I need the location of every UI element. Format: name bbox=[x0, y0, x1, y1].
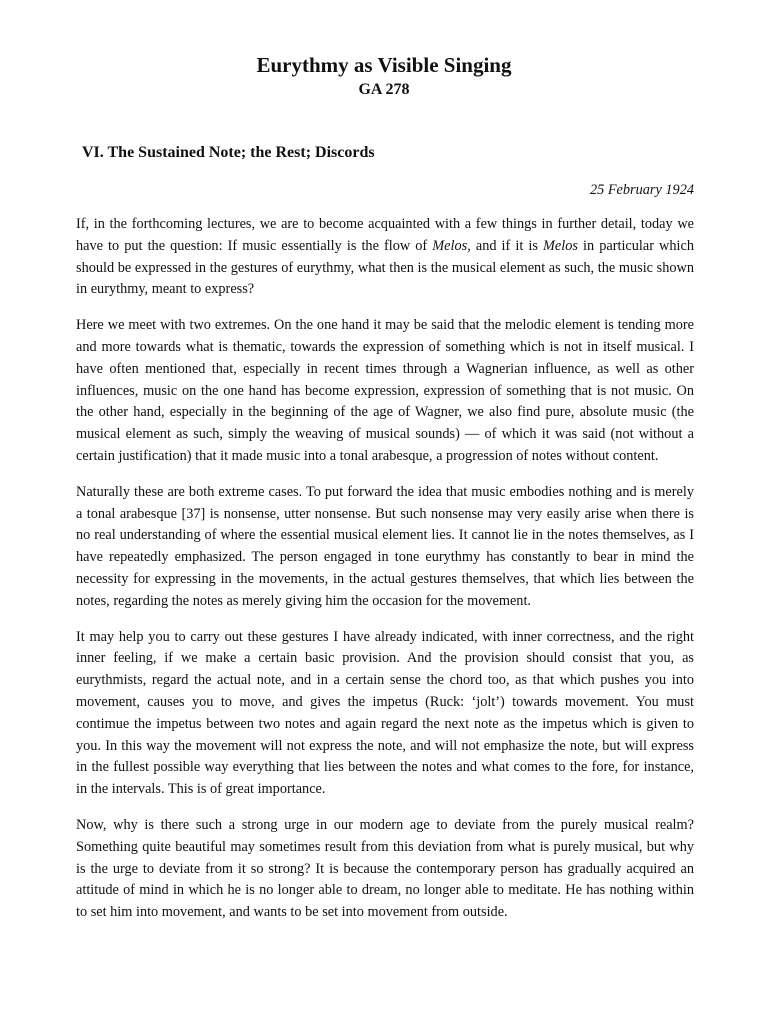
document-subtitle: GA 278 bbox=[358, 81, 410, 98]
melos-term-2: Melos bbox=[543, 237, 578, 254]
body-text bbox=[76, 214, 694, 924]
paragraph-4: It may help you to carry out these gestures I have already indicated, with inner correctness, and the right inner feeling, if we make a certain basic provision. And the provision should consist that you, as eurythmists, regard the actual note, and in a certain sense the chord too, as that which pushes you into movement, causes you to move, and gives the impetus (Ruck: ‘jolt’) towards movement. You must contimue the impetus between two notes and again regard the next note as the impetus which is given to you. In this way the movement will not express the note, and will not emphasize the note, but will express in the fullest possible way everything that lies between the notes and what comes to the fore, for instance, in the intervals. This is of great importance. bbox=[76, 628, 694, 798]
document-title: Eurythmy as Visible Singing bbox=[256, 53, 512, 77]
chapter-heading: VI. The Sustained Note; the Rest; Discords bbox=[82, 144, 375, 161]
paragraph-1-part-e: in particular which should be expressed in the gestures of eurythmy, what then is the musical element as such, the music shown in eurythmy, meant to express? bbox=[76, 237, 694, 298]
melos-term-1: Melos bbox=[432, 237, 468, 254]
paragraph-1-part-a: If, in the forthcoming lectures, we are to become acquainted with a few things in further detail, today we have to put the question: If music essentially is the flow of bbox=[76, 216, 694, 254]
paragraph-1-part-c: , and if it is bbox=[467, 237, 543, 254]
paragraph-1 bbox=[76, 214, 694, 301]
paragraph-3: Naturally these are both extreme cases. To put forward the idea that music embodies nothing and is merely a tonal arabesque [37] is nonsense, utter nonsense. But such nonsense may very easily arise when there is no real understanding of where the essential musical element lies. It cannot lie in the notes themselves, as I have repeatedly emphasized. The person engaged in tone eurythmy has constantly to bear in mind the necessity for expressing in the movements, in the actual gestures themselves, that which lies between the notes, regarding the notes as merely giving him the occasion for the movement. bbox=[76, 483, 694, 609]
paragraph-5: Now, why is there such a strong urge in our modern age to deviate from the purely musical realm? Something quite beautiful may sometimes result from this deviation from what is purely musical, but why is the urge to deviate from it so strong? It is because the contemporary person has gradually acquired an attitude of mind in which he is no longer able to dream, no longer able to meditate. He has nothing within to set him into movement, and wants to be set into movement from outside. bbox=[76, 816, 694, 921]
lecture-date: 25 February 1924 bbox=[589, 182, 694, 198]
paragraph-2: Here we meet with two extremes. On the one hand it may be said that the melodic element is tending more and more towards what is thematic, towards the expression of something which is not in itself musical. I have often mentioned that, especially in recent times through a Wagnerian influence, as well as other influences, music on the one hand has become expression, expression of something that is not music. On the other hand, especially in the beginning of the age of Wagner, we also find pure, absolute music (the musical element as such, simply the weaving of musical sounds) — of which it was said (not without a certain justification) that it made music into a tonal arabesque, a progression of notes without content. bbox=[76, 317, 694, 464]
